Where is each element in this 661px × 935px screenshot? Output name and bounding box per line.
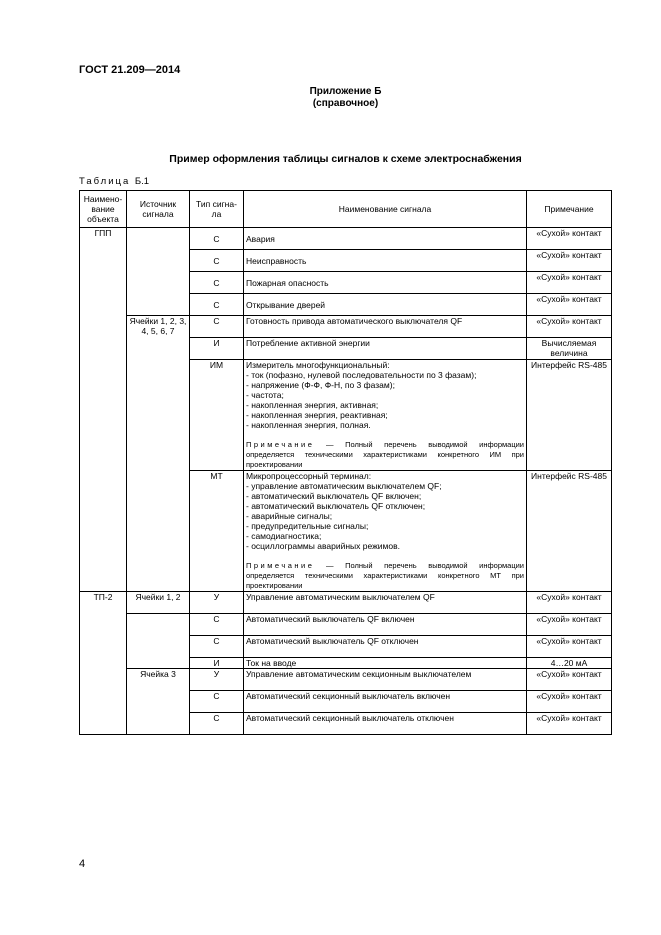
- type-cell: С: [190, 316, 244, 338]
- note-cell: «Сухой» контакт: [527, 592, 612, 614]
- note-cell: 4…20 мА: [527, 658, 612, 669]
- note-text: — Полный перечень выводимой информации определяется техническими характеристиками конкретного МТ при проектировании: [246, 561, 524, 590]
- table-row: [80, 614, 612, 636]
- note-cell: Вычисляемая величина: [527, 338, 612, 360]
- type-cell: С: [190, 614, 244, 636]
- note-cell: «Сухой» контакт: [527, 636, 612, 658]
- list-line: - автоматический выключатель QF отключен;: [246, 501, 426, 511]
- type-cell: И: [190, 338, 244, 360]
- type-cell: И: [190, 658, 244, 669]
- note-cell: «Сухой» контакт: [527, 250, 612, 272]
- table-caption-number: Б.1: [134, 176, 150, 187]
- signals-table: [79, 190, 612, 735]
- table-row: [80, 592, 612, 614]
- table-note: [246, 440, 524, 470]
- table-caption-label: Таблица: [79, 176, 131, 187]
- note-label: Примечание: [246, 440, 315, 449]
- col-header-name: Наименование сигнала: [244, 191, 527, 228]
- note-cell: «Сухой» контакт: [527, 713, 612, 735]
- source-cell-empty: [127, 228, 190, 316]
- list-line: - ток (пофазно, нулевой последовательности по 3 фазам);: [246, 370, 477, 380]
- note-cell: Интерфейс RS-485: [527, 360, 612, 471]
- appendix-title: Приложение Б: [309, 86, 382, 97]
- list-line: - накопленная энергия, полная.: [246, 420, 371, 430]
- appendix-heading: [0, 86, 661, 110]
- object-cell: ГПП: [80, 228, 127, 592]
- source-cell-empty: [127, 614, 190, 669]
- col-header-source: Источник сигнала: [127, 191, 190, 228]
- table-row: [80, 316, 612, 338]
- type-cell: С: [190, 250, 244, 272]
- name-cell: [244, 471, 527, 592]
- table-row: [80, 669, 612, 691]
- list-line: - напряжение (Ф-Ф, Ф-Н, по 3 фазам);: [246, 380, 395, 390]
- list-line: - управление автоматическим выключателем QF;: [246, 481, 442, 491]
- list-line: - самодиагностика;: [246, 531, 322, 541]
- note-cell: «Сухой» контакт: [527, 316, 612, 338]
- name-cell: Открывание дверей: [244, 294, 527, 316]
- name-cell: Автоматический секционный выключатель отключен: [244, 713, 527, 735]
- col-header-note: Примечание: [527, 191, 612, 228]
- note-cell: «Сухой» контакт: [527, 272, 612, 294]
- note-cell: Интерфейс RS-485: [527, 471, 612, 592]
- note-cell: «Сухой» контакт: [527, 228, 612, 250]
- list-line: - частота;: [246, 390, 284, 400]
- table-row: [80, 228, 612, 250]
- document-code: ГОСТ 21.209—2014: [79, 64, 181, 76]
- appendix-subtitle: (справочное): [312, 98, 379, 109]
- note-label: Примечание: [246, 561, 315, 570]
- type-cell: С: [190, 228, 244, 250]
- list-line: Измеритель многофункциональный:: [246, 360, 390, 370]
- note-cell: «Сухой» контакт: [527, 691, 612, 713]
- note-text: — Полный перечень выводимой информации определяется техническими характеристиками конкретного ИМ при проектировании: [246, 440, 524, 469]
- type-cell: ИМ: [190, 360, 244, 471]
- list-line: - осциллограммы аварийных режимов.: [246, 541, 400, 551]
- type-cell: С: [190, 294, 244, 316]
- source-cell: Ячейка 3: [127, 669, 190, 735]
- type-cell: С: [190, 272, 244, 294]
- list-line: - накопленная энергия, активная;: [246, 400, 379, 410]
- name-cell: Готовность привода автоматического выключателя QF: [244, 316, 527, 338]
- note-cell: «Сухой» контакт: [527, 669, 612, 691]
- name-cell: Пожарная опасность: [244, 272, 527, 294]
- list-line: - накопленная энергия, реактивная;: [246, 410, 388, 420]
- note-cell: «Сухой» контакт: [527, 614, 612, 636]
- table-caption: [79, 176, 149, 187]
- name-cell: Автоматический секционный выключатель включен: [244, 691, 527, 713]
- name-cell: Ток на вводе: [244, 658, 527, 669]
- name-cell: Автоматический выключатель QF отключен: [244, 636, 527, 658]
- page-number: 4: [79, 858, 86, 870]
- table-header-row: [80, 191, 612, 228]
- list-line: - предупредительные сигналы;: [246, 521, 369, 531]
- col-header-type: Тип сигна-ла: [190, 191, 244, 228]
- type-cell: У: [190, 669, 244, 691]
- name-cell: Авария: [244, 228, 527, 250]
- list-line: Микропроцессорный терминал:: [246, 471, 372, 481]
- source-cell: Ячейки 1, 2: [127, 592, 190, 614]
- note-cell: «Сухой» контакт: [527, 294, 612, 316]
- type-cell: У: [190, 592, 244, 614]
- type-cell: С: [190, 691, 244, 713]
- type-cell: МТ: [190, 471, 244, 592]
- type-cell: С: [190, 636, 244, 658]
- list-line: - автоматический выключатель QF включен;: [246, 491, 422, 501]
- name-cell: Потребление активной энергии: [244, 338, 527, 360]
- source-cell: Ячейки 1, 2, 3, 4, 5, 6, 7: [127, 316, 190, 592]
- object-cell: ТП-2: [80, 592, 127, 735]
- list-line: - аварийные сигналы;: [246, 511, 333, 521]
- name-cell: Автоматический выключатель QF включен: [244, 614, 527, 636]
- table-note: [246, 561, 524, 591]
- type-cell: С: [190, 713, 244, 735]
- name-cell: Неисправность: [244, 250, 527, 272]
- name-cell: Управление автоматическим секционным выключателем: [244, 669, 527, 691]
- name-cell: Управление автоматическим выключателем QF: [244, 592, 527, 614]
- page-title: Пример оформления таблицы сигналов к схеме электроснабжения: [169, 153, 522, 165]
- name-cell: [244, 360, 527, 471]
- col-header-object: Наимено-вание объекта: [80, 191, 127, 228]
